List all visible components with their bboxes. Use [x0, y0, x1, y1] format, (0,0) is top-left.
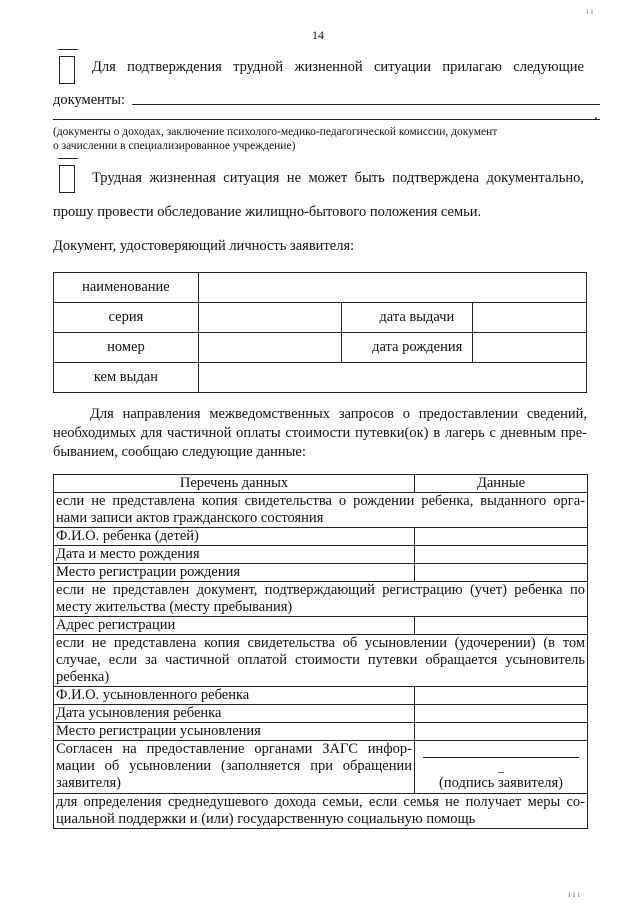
- id-label-birth-date: дата рождения: [342, 333, 473, 363]
- request-paragraph-line-3: быванием, сообщаю следующие данные:: [53, 444, 306, 460]
- adoption-note-line-2: случае, если за частичной оплатой стоимости путевки обращается усыновитель: [56, 652, 585, 668]
- documents-note-line-2: о зачислении в специализированное учреждение): [53, 140, 296, 152]
- signature-mark: –: [498, 764, 504, 778]
- row-value-child-name[interactable]: [415, 528, 588, 546]
- id-section-heading: Документ, удостоверяющий личность заявителя:: [53, 238, 355, 254]
- reg-doc-note-line-1: если не представлен документ, подтверждающий регистрацию (учет) ребенка по: [56, 582, 585, 598]
- row-value-adoption-date[interactable]: [415, 705, 588, 723]
- id-label-issue-date: дата выдачи: [342, 303, 473, 333]
- col-header-data: Данные: [415, 475, 588, 493]
- id-value-name[interactable]: [198, 273, 586, 303]
- scan-mark-top-right: ı ı: [586, 6, 594, 16]
- id-label-series: серия: [54, 303, 199, 333]
- checkbox-attach-documents[interactable]: [59, 56, 75, 84]
- id-value-issued-by[interactable]: [198, 363, 586, 393]
- request-paragraph-line-1: Для направления межведомственных запросов о предоставлении сведений,: [90, 406, 587, 422]
- id-label-issued-by: кем выдан: [54, 363, 199, 393]
- row-label-birth-date-place: Дата и место рождения: [54, 546, 415, 564]
- page-number: 14: [312, 28, 324, 42]
- row-value-reg-address[interactable]: [415, 617, 588, 635]
- adoption-note-line-3: ребенка): [56, 669, 110, 685]
- signature-label: (подпись заявителя): [439, 775, 563, 791]
- reg-doc-note: [54, 582, 588, 617]
- documents-input-line-1[interactable]: [132, 104, 600, 105]
- id-value-issue-date[interactable]: [473, 303, 587, 333]
- income-note-line-2: циальной поддержки и (или) государственную социальную помощь: [56, 811, 476, 827]
- birth-cert-note-line-1: если не представлена копия свидетельства о рождении ребенка, выданного орга-: [56, 493, 585, 509]
- option-survey-line-2: прошу провести обследование жилищно-бытового положения семьи.: [53, 204, 482, 220]
- id-label-number: номер: [54, 333, 199, 363]
- row-value-birth-reg-place[interactable]: [415, 564, 588, 582]
- consent-line-1: Согласен на предоставление органами ЗАГС инфор-: [56, 741, 412, 757]
- row-label-reg-address: Адрес регистрации: [54, 617, 415, 635]
- id-value-series[interactable]: [198, 303, 342, 333]
- row-value-adopted-child-name[interactable]: [415, 687, 588, 705]
- reg-doc-note-line-2: месту жительства (месту пребывания): [56, 599, 293, 615]
- row-value-adoption-reg-place[interactable]: [415, 723, 588, 741]
- documents-note-line-1: (документы о доходах, заключение психолого-медико-педагогической комиссии, документ: [53, 126, 498, 138]
- id-value-number[interactable]: [198, 333, 342, 363]
- documents-trailing-punct: .: [594, 107, 598, 123]
- income-note-line-1: для определения среднедушевого дохода семьи, если семья не получает меры со-: [56, 794, 585, 810]
- row-label-adopted-child-name: Ф.И.О. усыновленного ребенка: [54, 687, 415, 705]
- row-label-child-name: Ф.И.О. ребенка (детей): [54, 528, 415, 546]
- consent-line-2: мации об усыновлении (заполняется при обращении: [56, 758, 412, 774]
- row-value-birth-date-place[interactable]: [415, 546, 588, 564]
- scan-mark-bottom-right: ı ı ı: [568, 889, 581, 899]
- applicant-data-table: [53, 474, 588, 829]
- documents-input-line-2[interactable]: [53, 119, 600, 120]
- option-attach-text: Для подтверждения трудной жизненной ситуации прилагаю следующие: [92, 59, 584, 75]
- signature-line[interactable]: [423, 757, 579, 758]
- request-paragraph-line-2: необходимых для частичной оплаты стоимости путевки(ок) в лагерь с дневным пре-: [53, 425, 587, 441]
- adoption-note: [54, 635, 588, 687]
- consent-line-3: заявителя): [56, 775, 121, 791]
- birth-cert-note-line-2: нами записи актов гражданского состояния: [56, 510, 324, 526]
- income-note: [54, 794, 588, 829]
- id-document-table: [53, 272, 587, 393]
- option-survey-line-1: Трудная жизненная ситуация не может быть подтверждена документально,: [92, 170, 584, 186]
- checkbox-survey-request[interactable]: [59, 165, 75, 193]
- row-label-adoption-date: Дата усыновления ребенка: [54, 705, 415, 723]
- adoption-note-line-1: если не представлена копия свидетельства об усыновлении (удочерении) (в том: [56, 635, 585, 651]
- birth-cert-note: [54, 493, 588, 528]
- signature-cell[interactable]: [415, 741, 588, 794]
- consent-text: [54, 741, 415, 794]
- col-header-list: Перечень данных: [54, 475, 415, 493]
- documents-label: документы:: [53, 92, 126, 108]
- row-label-adoption-reg-place: Место регистрации усыновления: [54, 723, 415, 741]
- id-value-birth-date[interactable]: [473, 333, 587, 363]
- id-label-name: наименование: [54, 273, 199, 303]
- row-label-birth-reg-place: Место регистрации рождения: [54, 564, 415, 582]
